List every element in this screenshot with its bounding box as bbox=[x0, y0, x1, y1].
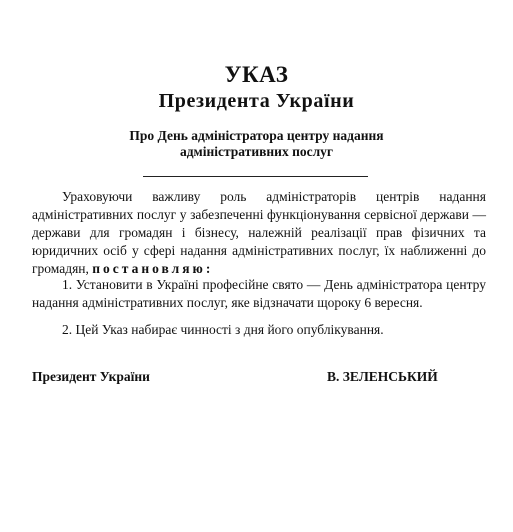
preamble-text: Ураховуючи важливу роль адміністраторів центрів надання адміністративних послуг у забезпеченні функціонування сервісної держави — держави для громадян і бізнесу, належній реалізації прав фізичних та юридичних осіб у сфері надання адміністративних послуг, їх наближенні до громадян, bbox=[32, 189, 486, 276]
document-subject bbox=[0, 128, 513, 160]
subject-line-1: Про День адміністратора центру надання bbox=[129, 128, 384, 143]
decree-item-2: 2. Цей Указ набирає чинності з дня його опублікування. bbox=[62, 322, 384, 337]
signature-name: В. ЗЕЛЕНСЬКИЙ bbox=[327, 369, 438, 384]
subject-line-2: адміністративних послуг bbox=[179, 144, 334, 159]
decree-word: постановляю: bbox=[92, 261, 214, 276]
preamble-paragraph bbox=[32, 188, 486, 278]
separator-rule bbox=[143, 176, 368, 177]
decree-item-1: 1. Установити в Україні професійне свято — День адміністратора центру надання адміністративних послуг, яке відзначати щороку 6 вересня. bbox=[32, 277, 486, 310]
document-issuer: Президента України bbox=[158, 90, 355, 112]
document-title: УКАЗ bbox=[224, 62, 289, 87]
signature-title: Президент України bbox=[32, 369, 150, 384]
